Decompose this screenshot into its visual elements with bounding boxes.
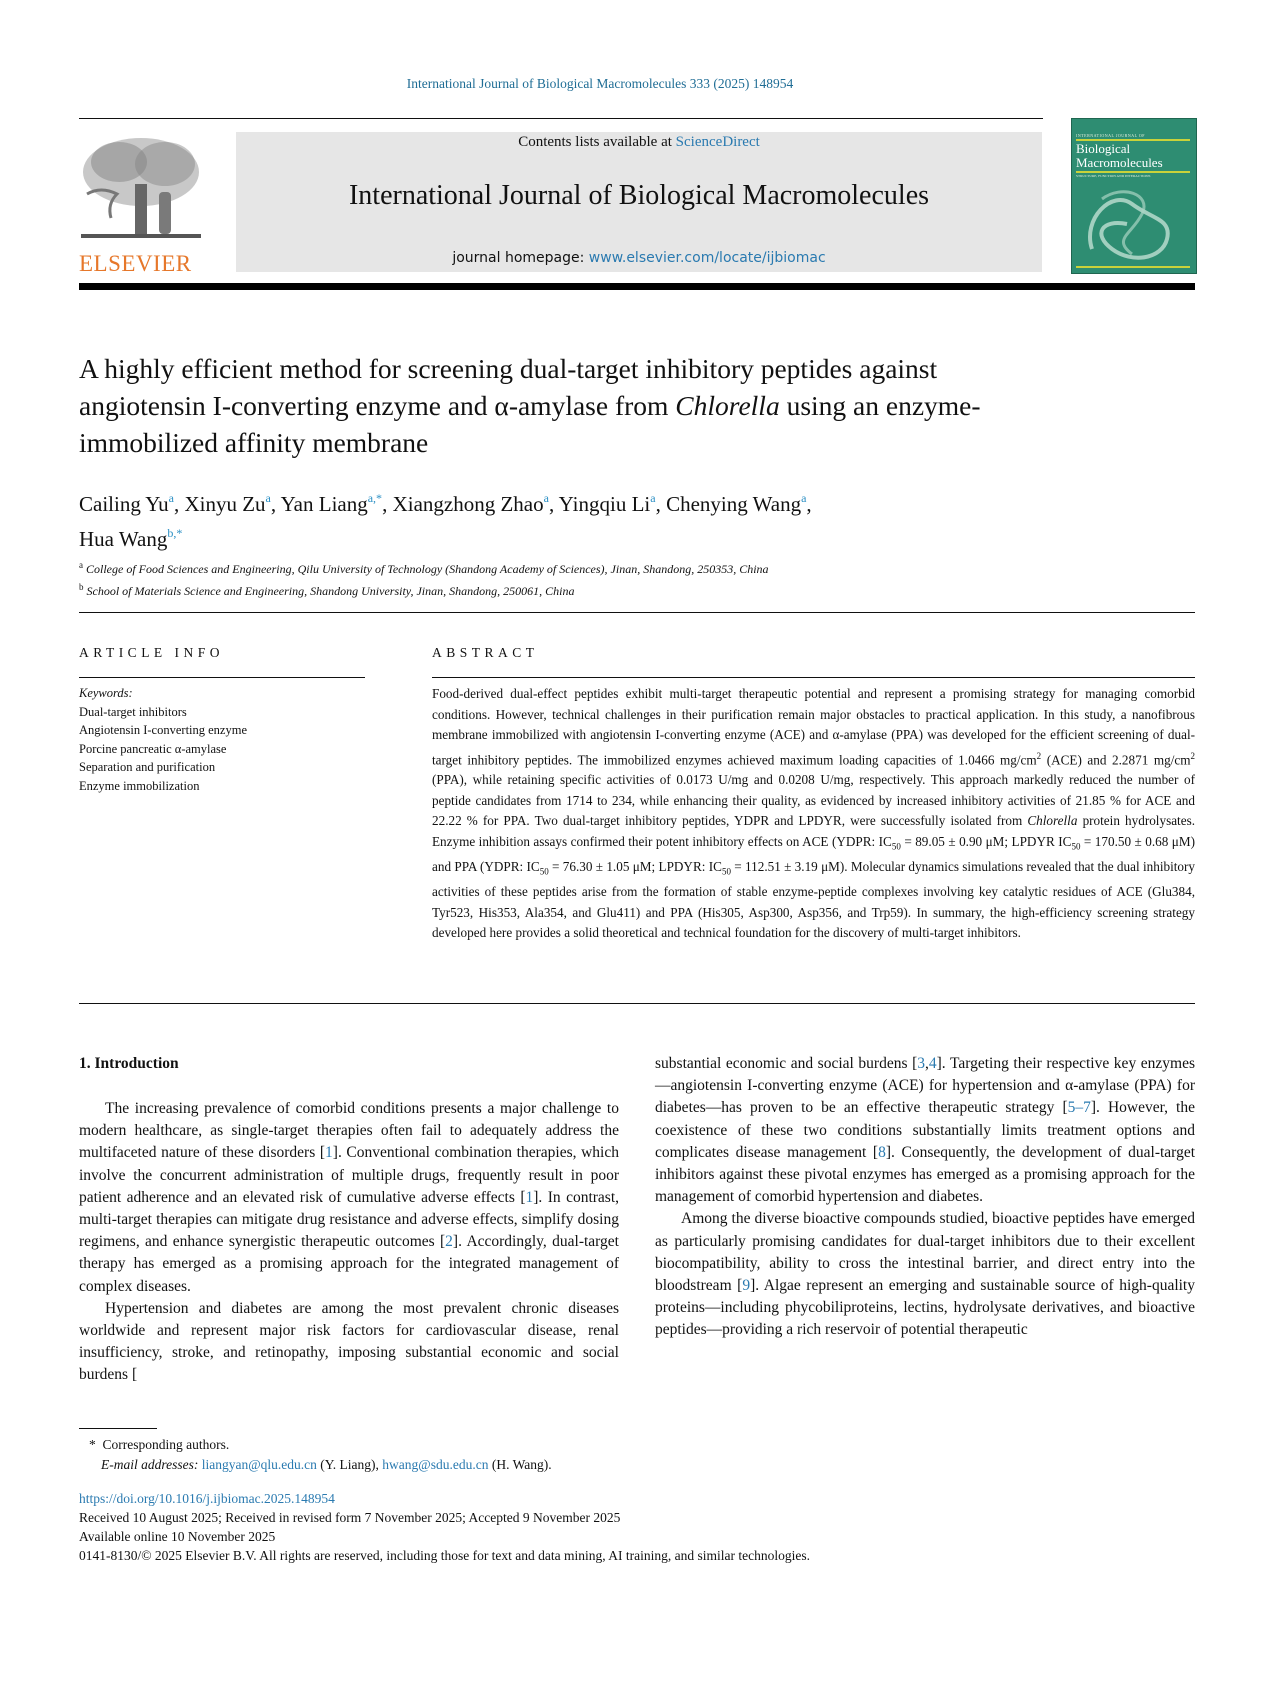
keyword: Dual-target inhibitors bbox=[79, 704, 187, 719]
affiliation: $^a$ College of Food Sciences and Engineering, Qilu University of Technology (Shandong Academy of Sciences), Jinan, Shandong, 250353, China bbox=[79, 560, 769, 576]
cover-subtitle: STRUCTURE, FUNCTION AND INTERACTIONS bbox=[1076, 174, 1151, 178]
author[interactable]: Xinyu Zu$^a$ bbox=[184, 491, 271, 516]
affiliation: $^b$ School of Materials Science and Engineering, Shandong University, Jinan, Shandong, 250061, China bbox=[79, 582, 575, 598]
journal-title: International Journal of Biological Macromolecules bbox=[348, 180, 930, 211]
citation-link[interactable]: 9 bbox=[742, 1277, 751, 1295]
homepage-line: journal homepage: www.elsevier.com/locate/ijbiomac bbox=[452, 250, 826, 266]
body-column-right bbox=[655, 1053, 1195, 1342]
divider bbox=[432, 677, 1195, 678]
sciencedirect-link[interactable]: ScienceDirect bbox=[675, 134, 760, 150]
author[interactable]: Yan Liang$^{a,*}$ bbox=[280, 491, 383, 516]
dates: Received 10 August 2025; Received in revised form 7 November 2025; Accepted 9 November 2025 bbox=[79, 1510, 621, 1525]
doi-link[interactable]: https://doi.org/10.1016/j.ijbiomac.2025.148954 bbox=[79, 1491, 335, 1506]
corresponding-note: * Corresponding authors. bbox=[89, 1437, 230, 1452]
contents-line: Contents lists available at ScienceDirect bbox=[518, 134, 760, 150]
divider bbox=[79, 677, 365, 678]
article-info-label: ARTICLE INFO bbox=[79, 645, 225, 660]
footnote-divider bbox=[79, 1428, 157, 1429]
keyword: Angiotensin I-converting enzyme bbox=[79, 723, 248, 737]
affiliations bbox=[79, 556, 1079, 600]
keyword: Enzyme immobilization bbox=[79, 778, 200, 793]
cover-accent-line bbox=[1076, 266, 1190, 268]
abstract-text: Food-derived dual-effect peptides exhibit multi-target therapeutic potential and represent a promising strategy for managing comorbid conditions. However, technical challenges in their purification remain major obstacles to practical application. In this study, a nanofibrous membrane immobilized with angiotensin I-converting enzyme (ACE) and α-amylase (PPA) was developed for the efficient screening of dual-target inhibitory peptides. The immobilized enzymes achieved maximum loading capacities of 1.0466 $mg/cm^2$ (ACE) and 2.2871 $mg/cm^2$ (PPA), while retaining specific activities of 0.0173 U/mg and 0.0208 U/mg, respectively. This approach markedly reduced the number of peptide candidates from 1714 to 234, while enhancing their quality, as evidenced by increased inhibitory activities of 21.85 % for ACE and 22.22 % for PPA. Two dual-target inhibitory peptides, YDPR and LPDYR, were successfully isolated from Chlorella protein hydrolysates. Enzyme inhibition assays confirmed their potent inhibitory effects on ACE (YDPR: $IC_{50} = 89.05 \pm 0.90$ μM; LPDYR $IC_{50} = 170.50 \pm 0.68$ μM) and PPA (YDPR: $IC_{50} = 76.30 \pm 1.05$ μM; LPDYR: $IC_{50} = 112.51 \pm 3.19$ μM). Molecular dynamics simulations revealed that the dual inhibitory activities of these peptides arise from the formation of stable enzyme-peptide complexes involving key catalytic residues of ACE (Glu384, Tyr523, His353, Ala354, and Glu411) and PPA (His305, Asp300, Asp356, and Trp59). In summary, the high-efficiency screening strategy developed here provides a solid theoretical and technical foundation for the discovery of multi-target inhibitors. bbox=[432, 686, 1196, 941]
homepage-link[interactable]: www.elsevier.com/locate/ijbiomac bbox=[588, 250, 826, 266]
paragraph: substantial economic and social burdens [3,4]. Targeting their respective key enzymes—angiotensin I-converting enzyme (ACE) for hypertension and α-amylase (PPA) for diabetes—has proven to be an effective therapeutic strategy [5–7]. However, the coexistence of these two conditions substantially limits treatment options and complicates disease management [8]. Consequently, the development of dual-target inhibitors against these pivotal enzymes has emerged as a promising approach for the management of comorbid hypertension and diabetes. bbox=[655, 1055, 1196, 1206]
tree-icon bbox=[79, 132, 205, 244]
protein-ribbon-icon bbox=[1072, 179, 1196, 269]
elsevier-logo[interactable] bbox=[79, 132, 205, 276]
keywords-block bbox=[79, 684, 369, 795]
divider bbox=[79, 612, 1195, 613]
divider bbox=[79, 118, 1043, 119]
paragraph: Among the diverse bioactive compounds studied, bioactive peptides have emerged as particularly promising candidates for dual-target inhibitors due to their excellent biocompatibility, ability to cross the intestinal barrier, and direct entry into the bloodstream [9]. Algae represent an emerging and sustainable source of high-quality proteins—including phycobiliproteins, lectins, hydrolysate derivatives, and bioactive peptides—providing a rich reservoir of potential therapeutic bbox=[655, 1210, 1195, 1339]
keywords-label: Keywords: bbox=[79, 686, 133, 700]
author-list: Cailing Yu$^a$, Xinyu Zu$^a$, Yan Liang$^{a,*}$, Xiangzhong Zhao$^a$, Yingqiu Li$^a$, Chenying Wang$^a$, Hua Wang$^{b,*}$ bbox=[79, 491, 812, 551]
citation-link[interactable]: 3 bbox=[917, 1055, 925, 1072]
citation-link[interactable]: 2 bbox=[445, 1233, 453, 1251]
divider bbox=[79, 1003, 1195, 1004]
article-title: A highly efficient method for screening dual-target inhibitory peptides against angiotensin I-converting enzyme and α-amylase from Chlorella using an enzyme-immobilized affinity membrane bbox=[79, 353, 981, 458]
paragraph: Hypertension and diabetes are among the most prevalent chronic diseases worldwide and represent major risk factors for cardiovascular disease, renal insufficiency, stroke, and retinopathy, imposing substantial economic and social burdens [ bbox=[79, 1299, 619, 1384]
author[interactable]: Chenying Wang$^a$ bbox=[666, 491, 807, 516]
running-head[interactable]: International Journal of Biological Macromolecules 333 (2025) 148954 bbox=[406, 76, 794, 91]
article-meta bbox=[79, 1489, 810, 1565]
available-online: Available online 10 November 2025 bbox=[79, 1529, 276, 1544]
author[interactable]: Cailing Yu$^a$ bbox=[79, 491, 174, 516]
citation-link[interactable]: 8 bbox=[878, 1143, 886, 1161]
citation-link[interactable]: 1 bbox=[325, 1144, 333, 1162]
elsevier-wordmark: ELSEVIER bbox=[79, 251, 192, 276]
email-link[interactable]: liangyan@qlu.edu.cn bbox=[201, 1457, 317, 1472]
body-column-left bbox=[79, 1098, 620, 1384]
cover-title-1: Biological bbox=[1076, 141, 1131, 156]
author[interactable]: Hua Wang$^{b,*}$ bbox=[79, 526, 183, 551]
journal-banner bbox=[236, 132, 1042, 272]
journal-cover[interactable] bbox=[1071, 118, 1197, 274]
abstract-label: ABSTRACT bbox=[432, 645, 539, 660]
cover-small-caption: INTERNATIONAL JOURNAL OF bbox=[1076, 133, 1146, 138]
citation-link[interactable]: 4 bbox=[928, 1055, 937, 1072]
section-heading: 1. Introduction bbox=[79, 1055, 179, 1072]
cover-title-2: Macromolecules bbox=[1076, 155, 1163, 170]
citation-link[interactable]: 1 bbox=[525, 1188, 534, 1206]
keyword: Porcine pancreatic α-amylase bbox=[79, 741, 227, 756]
copyright: 0141-8130/© 2025 Elsevier B.V. All rights are reserved, including those for text and data mining, AI training, and similar technologies. bbox=[79, 1548, 810, 1563]
citation-link[interactable]: 5–7 bbox=[1067, 1099, 1091, 1117]
email-line: E-mail addresses: liangyan@qlu.edu.cn (Y. Liang), hwang@sdu.edu.cn (H. Wang). bbox=[101, 1457, 552, 1472]
paragraph: The increasing prevalence of comorbid conditions presents a major challenge to modern healthcare, as single-target therapies often fail to adequately address the multifaceted nature of these disorders [1]. Conventional combination therapies, which involve the concurrent administration of multiple drugs, frequently result in poor patient adherence and an elevated risk of cumulative adverse effects [1]. In contrast, multi-target therapies can mitigate drug resistance and adverse effects, simplify dosing regimens, and enhance synergistic therapeutic outcomes [2]. Accordingly, dual-target therapy has emerged as a promising approach for the integrated management of complex diseases. bbox=[79, 1100, 620, 1295]
author[interactable]: Xiangzhong Zhao$^a$ bbox=[392, 491, 549, 516]
cover-accent-line bbox=[1076, 171, 1190, 173]
keyword: Separation and purification bbox=[79, 760, 216, 774]
author[interactable]: Yingqiu Li$^a$ bbox=[558, 491, 656, 516]
header-divider bbox=[79, 283, 1195, 290]
footnotes bbox=[89, 1435, 552, 1475]
email-link[interactable]: hwang@sdu.edu.cn bbox=[382, 1457, 489, 1472]
